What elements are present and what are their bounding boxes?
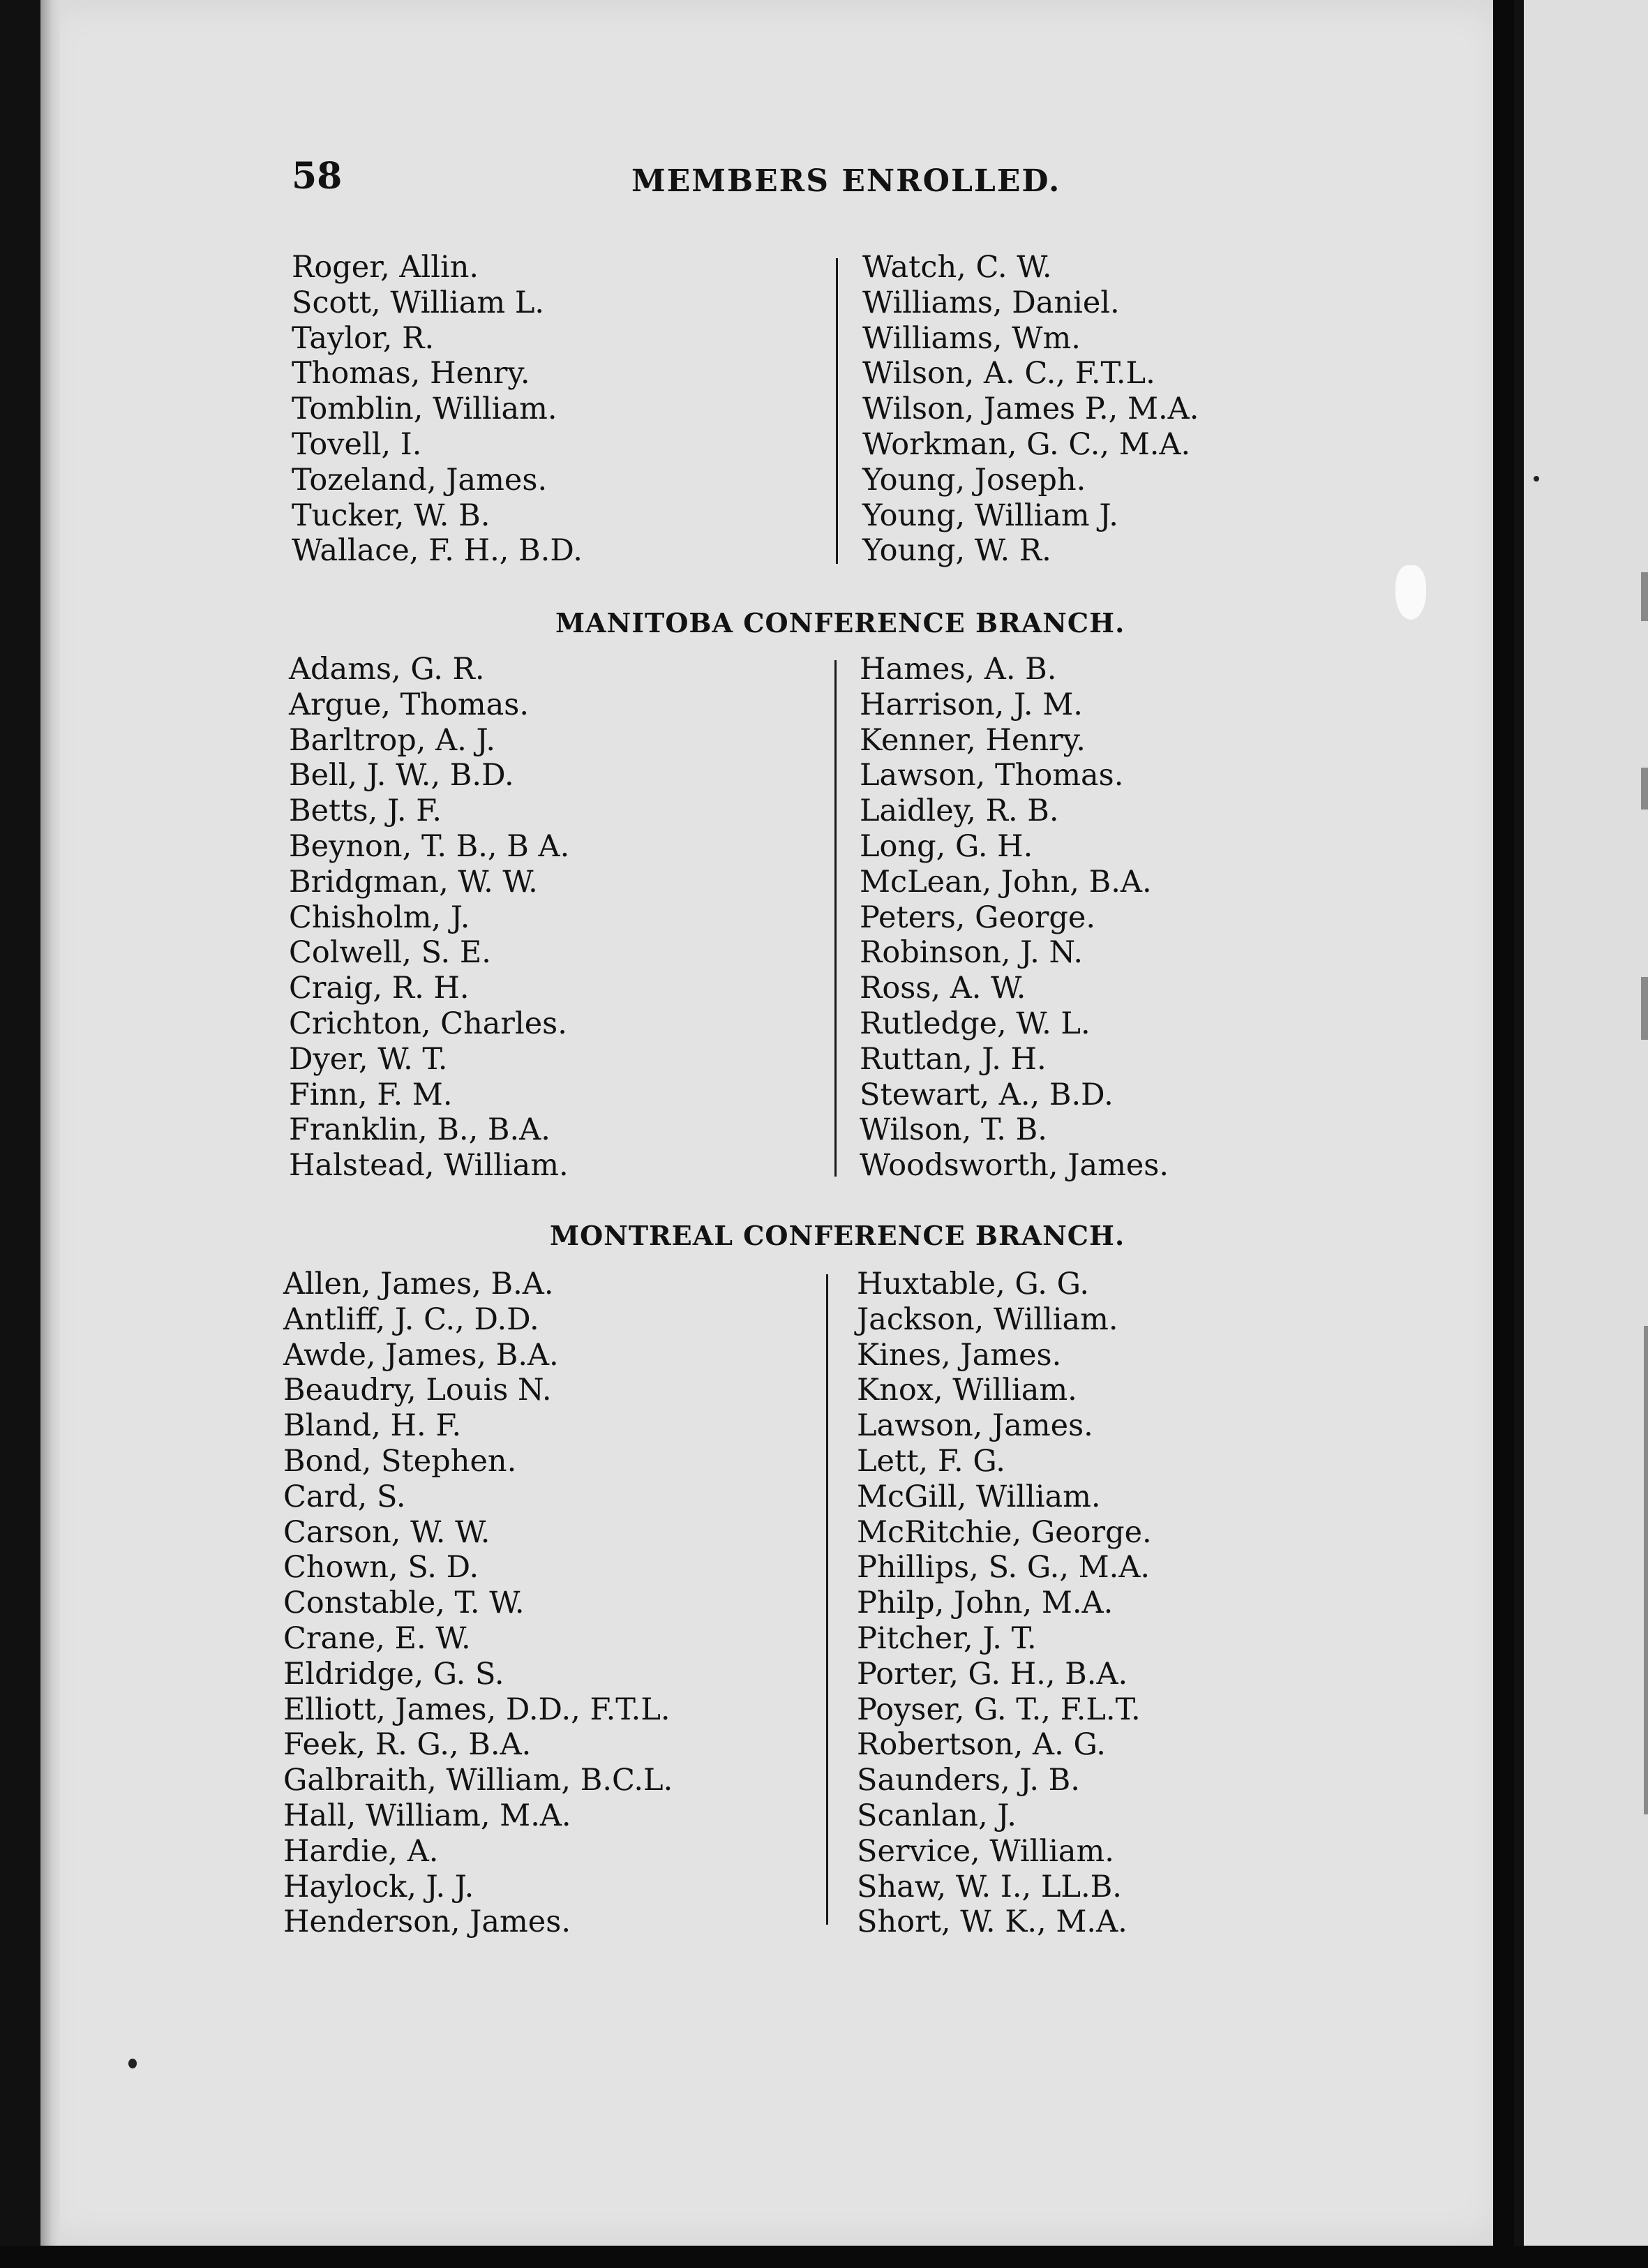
member-name-entry: Chown, S. D. — [283, 1550, 479, 1586]
member-name-entry: Bland, H. F. — [283, 1408, 462, 1444]
montreal-right-column — [857, 1267, 1152, 1940]
member-name-entry: Colwell, S. E. — [289, 935, 491, 971]
column-divider — [834, 660, 837, 1177]
member-name-entry: Roger, Allin. — [292, 250, 479, 285]
page-number: 58 — [292, 155, 343, 197]
montreal-left-column — [283, 1267, 673, 1940]
member-name-entry: Wilson, A. C., F.T.L. — [862, 356, 1155, 391]
member-name-entry: Kines, James. — [857, 1337, 1062, 1373]
member-name-entry: Hames, A. B. — [860, 652, 1057, 687]
member-name-entry: Long, G. H. — [860, 828, 1033, 864]
member-name-entry: Tozeland, James. — [292, 462, 548, 498]
facing-page-ink-mark — [1641, 977, 1648, 1040]
member-name-entry: Dyer, W. T. — [289, 1041, 448, 1077]
member-name-entry: Robinson, J. N. — [860, 935, 1084, 971]
manitoba-heading: MANITOBA CONFERENCE BRANCH. — [555, 607, 1125, 639]
member-name-entry: Rutledge, W. L. — [860, 1006, 1091, 1041]
montreal-heading: MONTREAL CONFERENCE BRANCH. — [550, 1220, 1125, 1251]
facing-page-fragment — [1524, 0, 1648, 2268]
member-name-entry: Kenner, Henry. — [860, 722, 1086, 758]
scan-speck — [1395, 565, 1426, 620]
member-name-entry: Feek, R. G., B.A. — [283, 1727, 532, 1763]
member-name-entry: Tucker, W. B. — [292, 498, 490, 533]
member-name-entry: Saunders, J. B. — [857, 1763, 1080, 1798]
manitoba-left-column — [289, 652, 569, 1184]
member-name-entry: Antliff, J. C., D.D. — [283, 1301, 539, 1337]
page-edge — [1493, 0, 1514, 2268]
member-name-entry: Adams, G. R. — [289, 652, 485, 687]
member-name-entry: Workman, G. C., M.A. — [862, 426, 1191, 462]
member-name-entry: Young, W. R. — [862, 533, 1051, 569]
member-name-entry: Beynon, T. B., B A. — [289, 828, 570, 864]
member-name-entry: Tomblin, William. — [292, 391, 557, 427]
member-name-entry: Thomas, Henry. — [292, 356, 530, 391]
member-name-entry: Galbraith, William, B.C.L. — [283, 1763, 673, 1798]
member-name-entry: Taylor, R. — [292, 320, 435, 356]
member-name-entry: Bridgman, W. W. — [289, 864, 538, 900]
member-name-entry: Service, William. — [857, 1833, 1114, 1869]
member-name-entry: Bell, J. W., B.D. — [289, 758, 514, 793]
member-name-entry: Chisholm, J. — [289, 900, 470, 935]
column-divider — [836, 258, 838, 564]
member-name-entry: Phillips, S. G., M.A. — [857, 1550, 1151, 1586]
member-name-entry: Scanlan, J. — [857, 1798, 1017, 1833]
member-name-entry: Awde, James, B.A. — [283, 1337, 559, 1373]
member-name-entry: Porter, G. H., B.A. — [857, 1656, 1128, 1692]
member-name-entry: Ruttan, J. H. — [860, 1041, 1047, 1077]
member-name-entry: Halstead, William. — [289, 1148, 569, 1184]
member-name-entry: Carson, W. W. — [283, 1514, 490, 1550]
member-name-entry: McRitchie, George. — [857, 1514, 1152, 1550]
member-name-entry: Argue, Thomas. — [289, 687, 530, 722]
member-name-entry: Laidley, R. B. — [860, 793, 1059, 829]
member-name-entry: McLean, John, B.A. — [860, 864, 1152, 900]
member-name-entry: Franklin, B., B.A. — [289, 1112, 550, 1148]
member-name-entry: Scott, William L. — [292, 285, 545, 320]
member-name-entry: Williams, Wm. — [862, 320, 1081, 356]
facing-page-ink-mark — [1644, 1326, 1648, 1814]
member-name-entry: Card, S. — [283, 1479, 406, 1514]
member-name-entry: Wilson, James P., M.A. — [862, 391, 1199, 427]
member-name-entry: Huxtable, G. G. — [857, 1267, 1090, 1301]
member-name-entry: Hardie, A. — [283, 1833, 439, 1869]
member-name-entry: Crichton, Charles. — [289, 1006, 567, 1041]
member-name-entry: Beaudry, Louis N. — [283, 1373, 552, 1408]
member-name-entry: Knox, William. — [857, 1373, 1077, 1408]
member-name-entry: Pitcher, J. T. — [857, 1620, 1037, 1656]
member-name-entry: Betts, J. F. — [289, 793, 442, 829]
member-name-entry: McGill, William. — [857, 1479, 1101, 1514]
member-name-entry: Hall, William, M.A. — [283, 1798, 571, 1833]
member-name-entry: Stewart, A., B.D. — [860, 1077, 1114, 1112]
member-name-entry: Woodsworth, James. — [860, 1148, 1169, 1184]
member-name-entry: Ross, A. W. — [860, 971, 1026, 1006]
manitoba-right-column — [860, 652, 1169, 1184]
scan-dot — [1534, 476, 1539, 482]
member-name-entry: Philp, John, M.A. — [857, 1586, 1114, 1621]
member-name-entry: Robertson, A. G. — [857, 1727, 1106, 1763]
member-name-entry: Young, Joseph. — [862, 462, 1086, 498]
member-name-entry: Tovell, I. — [292, 426, 422, 462]
member-name-entry: Elliott, James, D.D., F.T.L. — [283, 1692, 671, 1727]
continued-right-column — [862, 250, 1199, 569]
member-name-entry: Watch, C. W. — [862, 250, 1052, 285]
member-name-entry: Crane, E. W. — [283, 1620, 471, 1656]
scan-dot — [128, 2059, 137, 2068]
member-name-entry: Wallace, F. H., B.D. — [292, 533, 583, 569]
member-name-entry: Wilson, T. B. — [860, 1112, 1047, 1148]
scan-border — [0, 2246, 1648, 2268]
member-name-entry: Shaw, W. I., LL.B. — [857, 1869, 1122, 1904]
member-name-entry: Williams, Daniel. — [862, 285, 1120, 320]
continued-left-column — [292, 250, 583, 569]
book-page — [40, 0, 1504, 2246]
member-name-entry: Harrison, J. M. — [860, 687, 1083, 722]
member-name-entry: Lawson, Thomas. — [860, 758, 1124, 793]
member-name-entry: Craig, R. H. — [289, 971, 470, 1006]
facing-page-ink-mark — [1641, 768, 1648, 810]
member-name-entry: Lett, F. G. — [857, 1443, 1005, 1479]
column-divider — [826, 1274, 828, 1925]
member-name-entry: Short, W. K., M.A. — [857, 1904, 1128, 1940]
member-name-entry: Finn, F. M. — [289, 1077, 453, 1112]
member-name-entry: Jackson, William. — [857, 1301, 1118, 1337]
member-name-entry: Barltrop, A. J. — [289, 722, 496, 758]
member-name-entry: Eldridge, G. S. — [283, 1656, 504, 1692]
member-name-entry: Haylock, J. J. — [283, 1869, 474, 1904]
member-name-entry: Lawson, James. — [857, 1408, 1093, 1444]
member-name-entry: Allen, James, B.A. — [283, 1267, 554, 1301]
running-head: MEMBERS ENROLLED. — [631, 163, 1061, 199]
member-name-entry: Peters, George. — [860, 900, 1096, 935]
member-name-entry: Poyser, G. T., F.L.T. — [857, 1692, 1141, 1727]
page-gutter-shadow — [40, 0, 60, 2246]
member-name-entry: Constable, T. W. — [283, 1586, 525, 1621]
member-name-entry: Young, William J. — [862, 498, 1118, 533]
member-name-entry: Bond, Stephen. — [283, 1443, 517, 1479]
facing-page-ink-mark — [1641, 572, 1648, 621]
member-name-entry: Henderson, James. — [283, 1904, 571, 1940]
